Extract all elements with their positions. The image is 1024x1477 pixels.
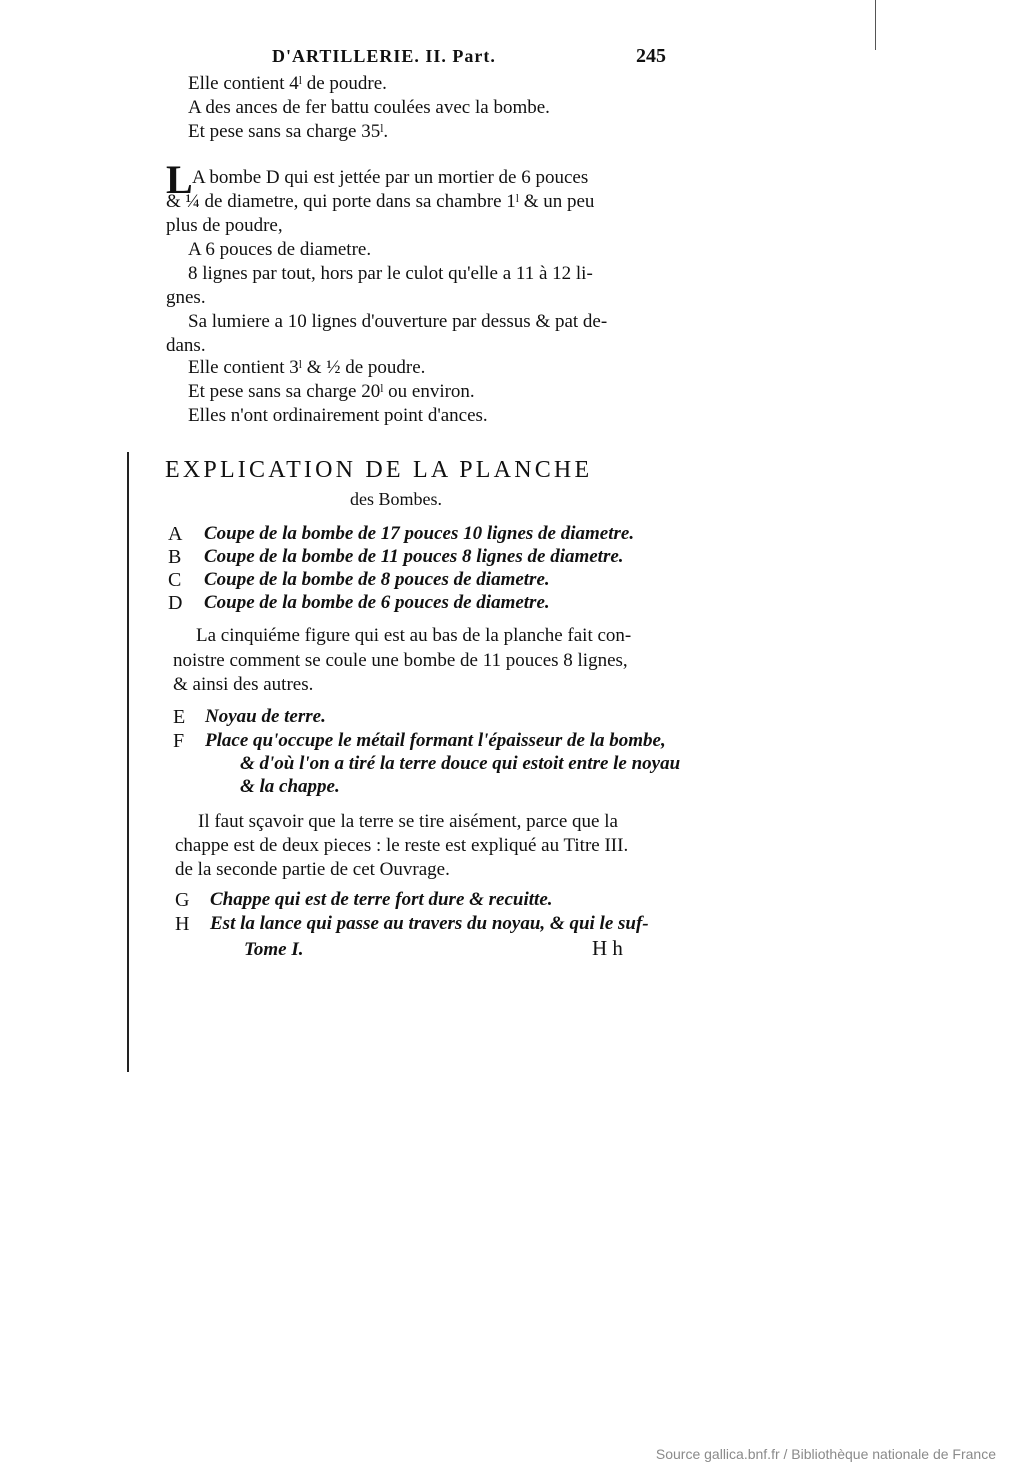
text-line: dans. (166, 335, 206, 356)
running-header: D'ARTILLERIE. II. Part. (272, 46, 496, 66)
legend-text: Coupe de la bombe de 11 pouces 8 lignes de diametre. (204, 546, 624, 567)
legend-text: & d'où l'on a tiré la terre douce qui estoit entre le noyau (240, 753, 681, 774)
text-line: A 6 pouces de diametre. (188, 239, 372, 260)
legend-text: Est la lance qui passe au travers du noyau, & qui le suf- (210, 913, 649, 934)
legend-letter: B (168, 546, 182, 568)
drop-cap: L (166, 157, 193, 202)
legend-text: Coupe de la bombe de 17 pouces 10 lignes de diametre. (204, 523, 635, 544)
text-line: Elle contient 4ˡ de poudre. (188, 73, 387, 94)
legend-text: Chappe qui est de terre fort dure & recuitte. (210, 889, 553, 910)
text-line: Sa lumiere a 10 lignes d'ouverture par dessus & pat de- (188, 311, 608, 332)
legend-letter: C (168, 569, 182, 591)
legend-letter: E (173, 706, 186, 728)
page-number: 245 (636, 45, 666, 67)
text-line: noistre comment se coule une bombe de 11 pouces 8 lignes, (173, 650, 628, 671)
text-line: plus de poudre, (166, 215, 283, 236)
text-line: Elles n'ont ordinairement point d'ances. (188, 405, 488, 426)
legend-text: Coupe de la bombe de 6 pouces de diametre. (204, 592, 550, 613)
text-line: 8 lignes par tout, hors par le culot qu'elle a 11 à 12 li- (188, 263, 593, 284)
legend-text: Noyau de terre. (205, 706, 326, 727)
text-line: & ¼ de diametre, qui porte dans sa chambre 1ˡ & un peu (166, 191, 595, 212)
legend-letter: D (168, 592, 183, 614)
section-title: EXPLICATION DE LA PLANCHE (165, 457, 593, 483)
text-line: de la seconde partie de cet Ouvrage. (175, 859, 450, 880)
legend-letter: H (175, 913, 190, 935)
text-line: Et pese sans sa charge 35ˡ. (188, 121, 389, 142)
text-line: gnes. (166, 287, 206, 308)
text-line: Elle contient 3ˡ & ½ de poudre. (188, 357, 426, 378)
margin-rule-top-right (875, 0, 876, 50)
legend-text: Place qu'occupe le métail formant l'épaisseur de la bombe, (205, 730, 666, 751)
legend-letter: A (168, 523, 183, 545)
margin-rule-left (127, 452, 129, 1072)
text-line: A des ances de fer battu coulées avec la bombe. (188, 97, 550, 118)
text-line: chappe est de deux pieces : le reste est expliqué au Titre III. (175, 835, 629, 856)
section-subtitle: des Bombes. (350, 489, 442, 509)
text-line: A bombe D qui est jettée par un mortier de 6 pouces (192, 167, 589, 188)
source-credit: Source gallica.bnf.fr / Bibliothèque nationale de France (655, 1446, 996, 1462)
text-line: Et pese sans sa charge 20ˡ ou environ. (188, 381, 475, 402)
tome-signature: Tome I. (244, 939, 304, 960)
legend-letter: G (175, 889, 190, 911)
text-line: Il faut sçavoir que la terre se tire aisément, parce que la (198, 811, 618, 832)
legend-text: & la chappe. (240, 776, 340, 797)
text-line: La cinquiéme figure qui est au bas de la planche fait con- (196, 625, 632, 646)
gathering-mark: H h (592, 936, 623, 960)
legend-text: Coupe de la bombe de 8 pouces de diametre. (204, 569, 550, 590)
legend-letter: F (173, 730, 185, 752)
text-line: & ainsi des autres. (173, 674, 314, 695)
